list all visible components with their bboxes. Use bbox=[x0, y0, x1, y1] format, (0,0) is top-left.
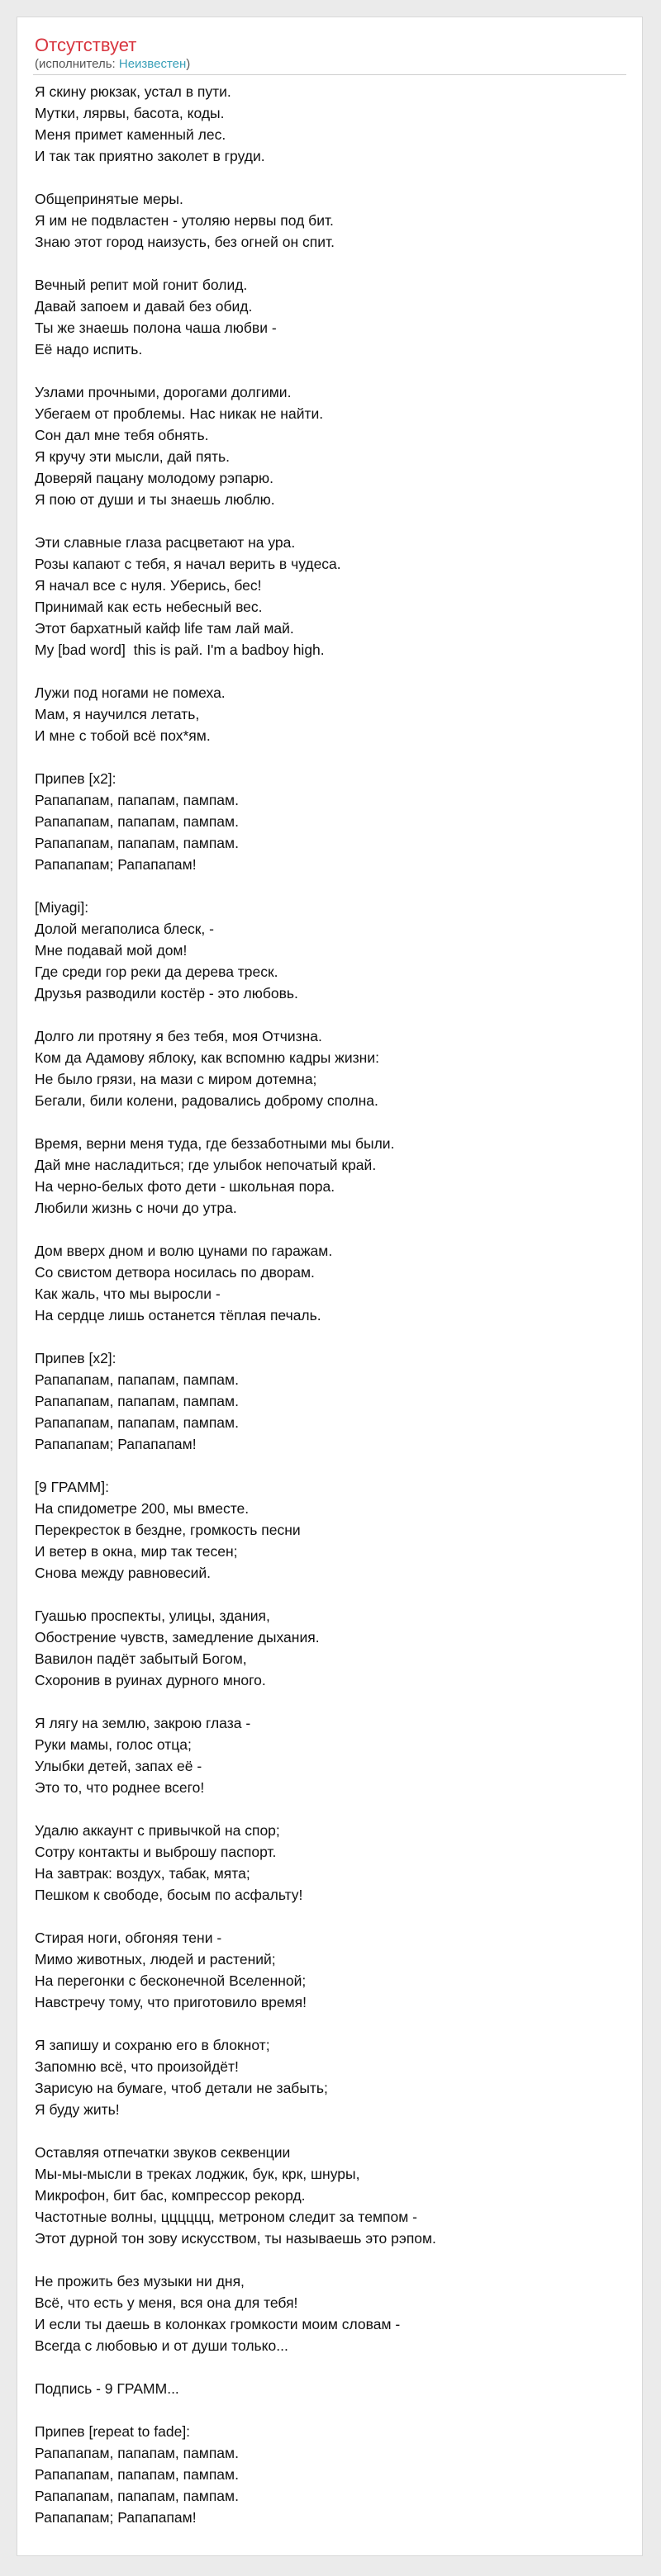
lyrics-line: [9 ГРАММ]: bbox=[35, 1479, 109, 1495]
lyrics-line: Дай мне насладиться; где улыбок непочатый край. bbox=[35, 1157, 377, 1173]
lyrics-line: Я лягу на землю, закрою глаза - bbox=[35, 1715, 251, 1731]
lyrics-line: На сердце лишь останется тёплая печаль. bbox=[35, 1307, 321, 1324]
lyrics-stanza bbox=[35, 381, 625, 510]
lyrics-line: Рапапапам, папапам, пампам. bbox=[35, 2466, 239, 2483]
lyrics-line: На черно-белых фото дети - школьная пора. bbox=[35, 1178, 335, 1195]
lyrics-line: Пешком к свободе, босым по асфальту! bbox=[35, 1887, 303, 1903]
lyrics-line: Снова между равновесий. bbox=[35, 1565, 211, 1581]
lyrics-line: Навстречу тому, что приготовило время! bbox=[35, 1994, 307, 2010]
lyrics-line: Рапапапам, папапам, пампам. bbox=[35, 1371, 239, 1388]
lyrics-line: Перекресток в бездне, громкость песни bbox=[35, 1522, 301, 1538]
lyrics-line: Друзья разводили костёр - это любовь. bbox=[35, 985, 298, 1002]
artist-suffix: ) bbox=[186, 57, 191, 71]
lyrics-line: Любили жизнь с ночи до утра. bbox=[35, 1200, 237, 1216]
lyrics-stanza bbox=[35, 1133, 625, 1219]
lyrics-line: Убегаем от проблемы. Нас никак не найти. bbox=[35, 405, 324, 422]
lyrics-line: Припев [x2]: bbox=[35, 1350, 117, 1366]
lyrics-line: Этот бархатный кайф life там лай май. bbox=[35, 620, 294, 637]
lyrics-line: [Miyagi]: bbox=[35, 899, 89, 916]
song-title: Отсутствует bbox=[35, 35, 137, 55]
lyrics-line: И так так приятно заколет в груди. bbox=[35, 148, 265, 164]
lyrics-line: Время, верни меня туда, где беззаботными мы были. bbox=[35, 1135, 395, 1152]
lyrics-line: Мам, я научился летать, bbox=[35, 706, 200, 722]
lyrics-line: На спидометре 200, мы вместе. bbox=[35, 1500, 250, 1517]
lyrics-line: Я запишу и сохраню его в блокнот; bbox=[35, 2037, 270, 2053]
lyrics-line: Принимай как есть небесный вес. bbox=[35, 599, 263, 615]
lyrics-stanza bbox=[35, 1820, 625, 1906]
lyrics-line: Гуашью проспекты, улицы, здания, bbox=[35, 1608, 270, 1624]
lyrics-line: Рапапапам, папапам, пампам. bbox=[35, 2488, 239, 2504]
lyrics-line: Рапапапам; Рапапапам! bbox=[35, 856, 197, 873]
lyrics-line: Знаю этот город наизусть, без огней он спит. bbox=[35, 234, 335, 250]
lyrics-line: My [bad word] this is рай. I'm a badboy high. bbox=[35, 642, 325, 658]
header-divider bbox=[33, 74, 626, 75]
lyrics-stanza bbox=[35, 81, 625, 167]
lyrics-line: Узлами прочными, дорогами долгими. bbox=[35, 384, 292, 400]
lyrics-card bbox=[17, 17, 643, 2556]
lyrics-stanza bbox=[35, 1605, 625, 1691]
lyrics-line: Я кручу эти мысли, дай пять. bbox=[35, 448, 230, 465]
lyrics-line: Я пою от души и ты знаешь люблю. bbox=[35, 491, 275, 508]
lyrics-line: На перегонки с бесконечной Вселенной; bbox=[35, 1972, 307, 1989]
lyrics-stanza bbox=[35, 532, 625, 661]
lyrics-line: Эти славные глаза расцветают на ура. bbox=[35, 534, 296, 551]
lyrics-stanza bbox=[35, 1347, 625, 1455]
lyrics-line: На завтрак: воздух, табак, мята; bbox=[35, 1865, 250, 1882]
lyrics-line: Я начал все с нуля. Уберись, бес! bbox=[35, 577, 262, 594]
lyrics-line: Вечный репит мой гонит болид. bbox=[35, 277, 248, 293]
lyrics-line: Доверяй пацану молодому рэпарю. bbox=[35, 470, 274, 486]
lyrics-stanza bbox=[35, 1476, 625, 1584]
lyrics-line: Меня примет каменный лес. bbox=[35, 126, 226, 143]
lyrics-line: И если ты даешь в колонках громкости моим словам - bbox=[35, 2316, 401, 2332]
lyrics-line: Частотные волны, цццццц, метроном следит за темпом - bbox=[35, 2209, 417, 2225]
lyrics-line: Вавилон падёт забытый Богом, bbox=[35, 1650, 247, 1667]
lyrics-stanza bbox=[35, 2271, 625, 2356]
lyrics-line: Рапапапам, папапам, пампам. bbox=[35, 835, 239, 851]
lyrics-line: Где среди гор реки да дерева треск. bbox=[35, 964, 278, 980]
lyrics-line: Мы-мы-мысли в треках лоджик, бук, крк, шнуры, bbox=[35, 2166, 360, 2182]
lyrics-line: Запомню всё, что произойдёт! bbox=[35, 2058, 239, 2075]
lyrics-line: Бегали, били колени, радовались доброму сполна. bbox=[35, 1092, 378, 1109]
lyrics-stanza bbox=[35, 1712, 625, 1798]
lyrics-stanza bbox=[35, 1025, 625, 1111]
lyrics-line: Со свистом детвора носилась по дворам. bbox=[35, 1264, 315, 1281]
lyrics-line: Розы капают с тебя, я начал верить в чудеса. bbox=[35, 556, 341, 572]
lyrics-line: Подпись - 9 ГРАММ... bbox=[35, 2380, 179, 2397]
lyrics-line: Руки мамы, голос отца; bbox=[35, 1736, 192, 1753]
lyrics-line: Припев [repeat to fade]: bbox=[35, 2423, 191, 2440]
lyrics-line: Мутки, лярвы, басота, коды. bbox=[35, 105, 225, 121]
lyrics-line: Я скину рюкзак, устал в пути. bbox=[35, 83, 231, 100]
lyrics-line: Рапапапам, папапам, пампам. bbox=[35, 1393, 239, 1409]
lyrics-line: Долой мегаполиса блеск, - bbox=[35, 921, 214, 937]
lyrics-line: Ты же знаешь полона чаша любви - bbox=[35, 320, 277, 336]
artist-prefix: (исполнитель: bbox=[35, 57, 119, 71]
lyrics-line: Дом вверх дном и волю цунами по гаражам. bbox=[35, 1243, 333, 1259]
lyrics-line: Оставляя отпечатки звуков секвенции bbox=[35, 2144, 291, 2161]
lyrics-stanza bbox=[35, 1927, 625, 2013]
lyrics-line: Мне подавай мой дом! bbox=[35, 942, 188, 959]
lyrics-line: Мимо животных, людей и растений; bbox=[35, 1951, 276, 1968]
lyrics-stanza bbox=[35, 2142, 625, 2249]
lyrics-body bbox=[35, 81, 625, 2528]
lyrics-stanza bbox=[35, 768, 625, 875]
lyrics-line: Сон дал мне тебя обнять. bbox=[35, 427, 209, 443]
lyrics-line: Припев [x2]: bbox=[35, 770, 117, 787]
lyrics-line: Ком да Адамову яблоку, как вспомню кадры жизни: bbox=[35, 1049, 379, 1066]
lyrics-line: Рапапапам; Рапапапам! bbox=[35, 2509, 197, 2526]
lyrics-line: Этот дурной тон зову искусством, ты называешь это рэпом. bbox=[35, 2230, 436, 2247]
lyrics-line: Это то, что роднее всего! bbox=[35, 1779, 205, 1796]
lyrics-line: Всегда с любовью и от души только... bbox=[35, 2337, 288, 2354]
lyrics-line: Долго ли протяну я без тебя, моя Отчизна. bbox=[35, 1028, 322, 1044]
lyrics-stanza bbox=[35, 2421, 625, 2528]
lyrics-line: Я им не подвластен - утоляю нервы под бит. bbox=[35, 212, 334, 229]
lyrics-line: Сотру контакты и выброшу паспорт. bbox=[35, 1844, 277, 1860]
lyrics-line: Не прожить без музыки ни дня, bbox=[35, 2273, 245, 2290]
lyrics-stanza bbox=[35, 2034, 625, 2120]
lyrics-line: Зарисую на бумаге, чтоб детали не забыть; bbox=[35, 2080, 328, 2096]
lyrics-line: Всё, что есть у меня, вся она для тебя! bbox=[35, 2294, 298, 2311]
lyrics-line: Я буду жить! bbox=[35, 2101, 120, 2118]
lyrics-line: Стирая ноги, обгоняя тени - bbox=[35, 1930, 222, 1946]
lyrics-line: Рапапапам; Рапапапам! bbox=[35, 1436, 197, 1452]
lyrics-line: И мне с тобой всё пох*ям. bbox=[35, 727, 211, 744]
lyrics-line: Рапапапам, папапам, пампам. bbox=[35, 1414, 239, 1431]
lyrics-line: Рапапапам, папапам, пампам. bbox=[35, 792, 239, 808]
lyrics-line: Общепринятые меры. bbox=[35, 191, 183, 207]
lyrics-line: Микрофон, бит бас, компрессор рекорд. bbox=[35, 2187, 306, 2204]
lyrics-line: Рапапапам, папапам, пампам. bbox=[35, 813, 239, 830]
lyrics-line: Как жаль, что мы выросли - bbox=[35, 1286, 221, 1302]
artist-link[interactable]: Неизвестен bbox=[118, 57, 187, 71]
artist-line bbox=[35, 57, 625, 71]
lyrics-stanza bbox=[35, 897, 625, 1004]
lyrics-stanza bbox=[35, 274, 625, 360]
lyrics-stanza bbox=[35, 1240, 625, 1326]
lyrics-line: Удалю аккаунт с привычкой на спор; bbox=[35, 1822, 280, 1839]
lyrics-line: Обострение чувств, замедление дыхания. bbox=[35, 1629, 320, 1646]
lyrics-stanza bbox=[35, 682, 625, 746]
lyrics-line: Давай запоем и давай без обид. bbox=[35, 298, 253, 315]
lyrics-line: Лужи под ногами не помеха. bbox=[35, 684, 226, 701]
lyrics-line: Улыбки детей, запах её - bbox=[35, 1758, 202, 1774]
lyrics-line: Рапапапам, папапам, пампам. bbox=[35, 2445, 239, 2461]
lyrics-line: И ветер в окна, мир так тесен; bbox=[35, 1543, 238, 1560]
lyrics-stanza bbox=[35, 188, 625, 253]
lyrics-line: Не было грязи, на мази с миром дотемна; bbox=[35, 1071, 317, 1087]
lyrics-stanza bbox=[35, 2378, 625, 2399]
lyrics-line: Её надо испить. bbox=[35, 341, 143, 358]
lyrics-line: Схоронив в руинах дурного много. bbox=[35, 1672, 266, 1688]
